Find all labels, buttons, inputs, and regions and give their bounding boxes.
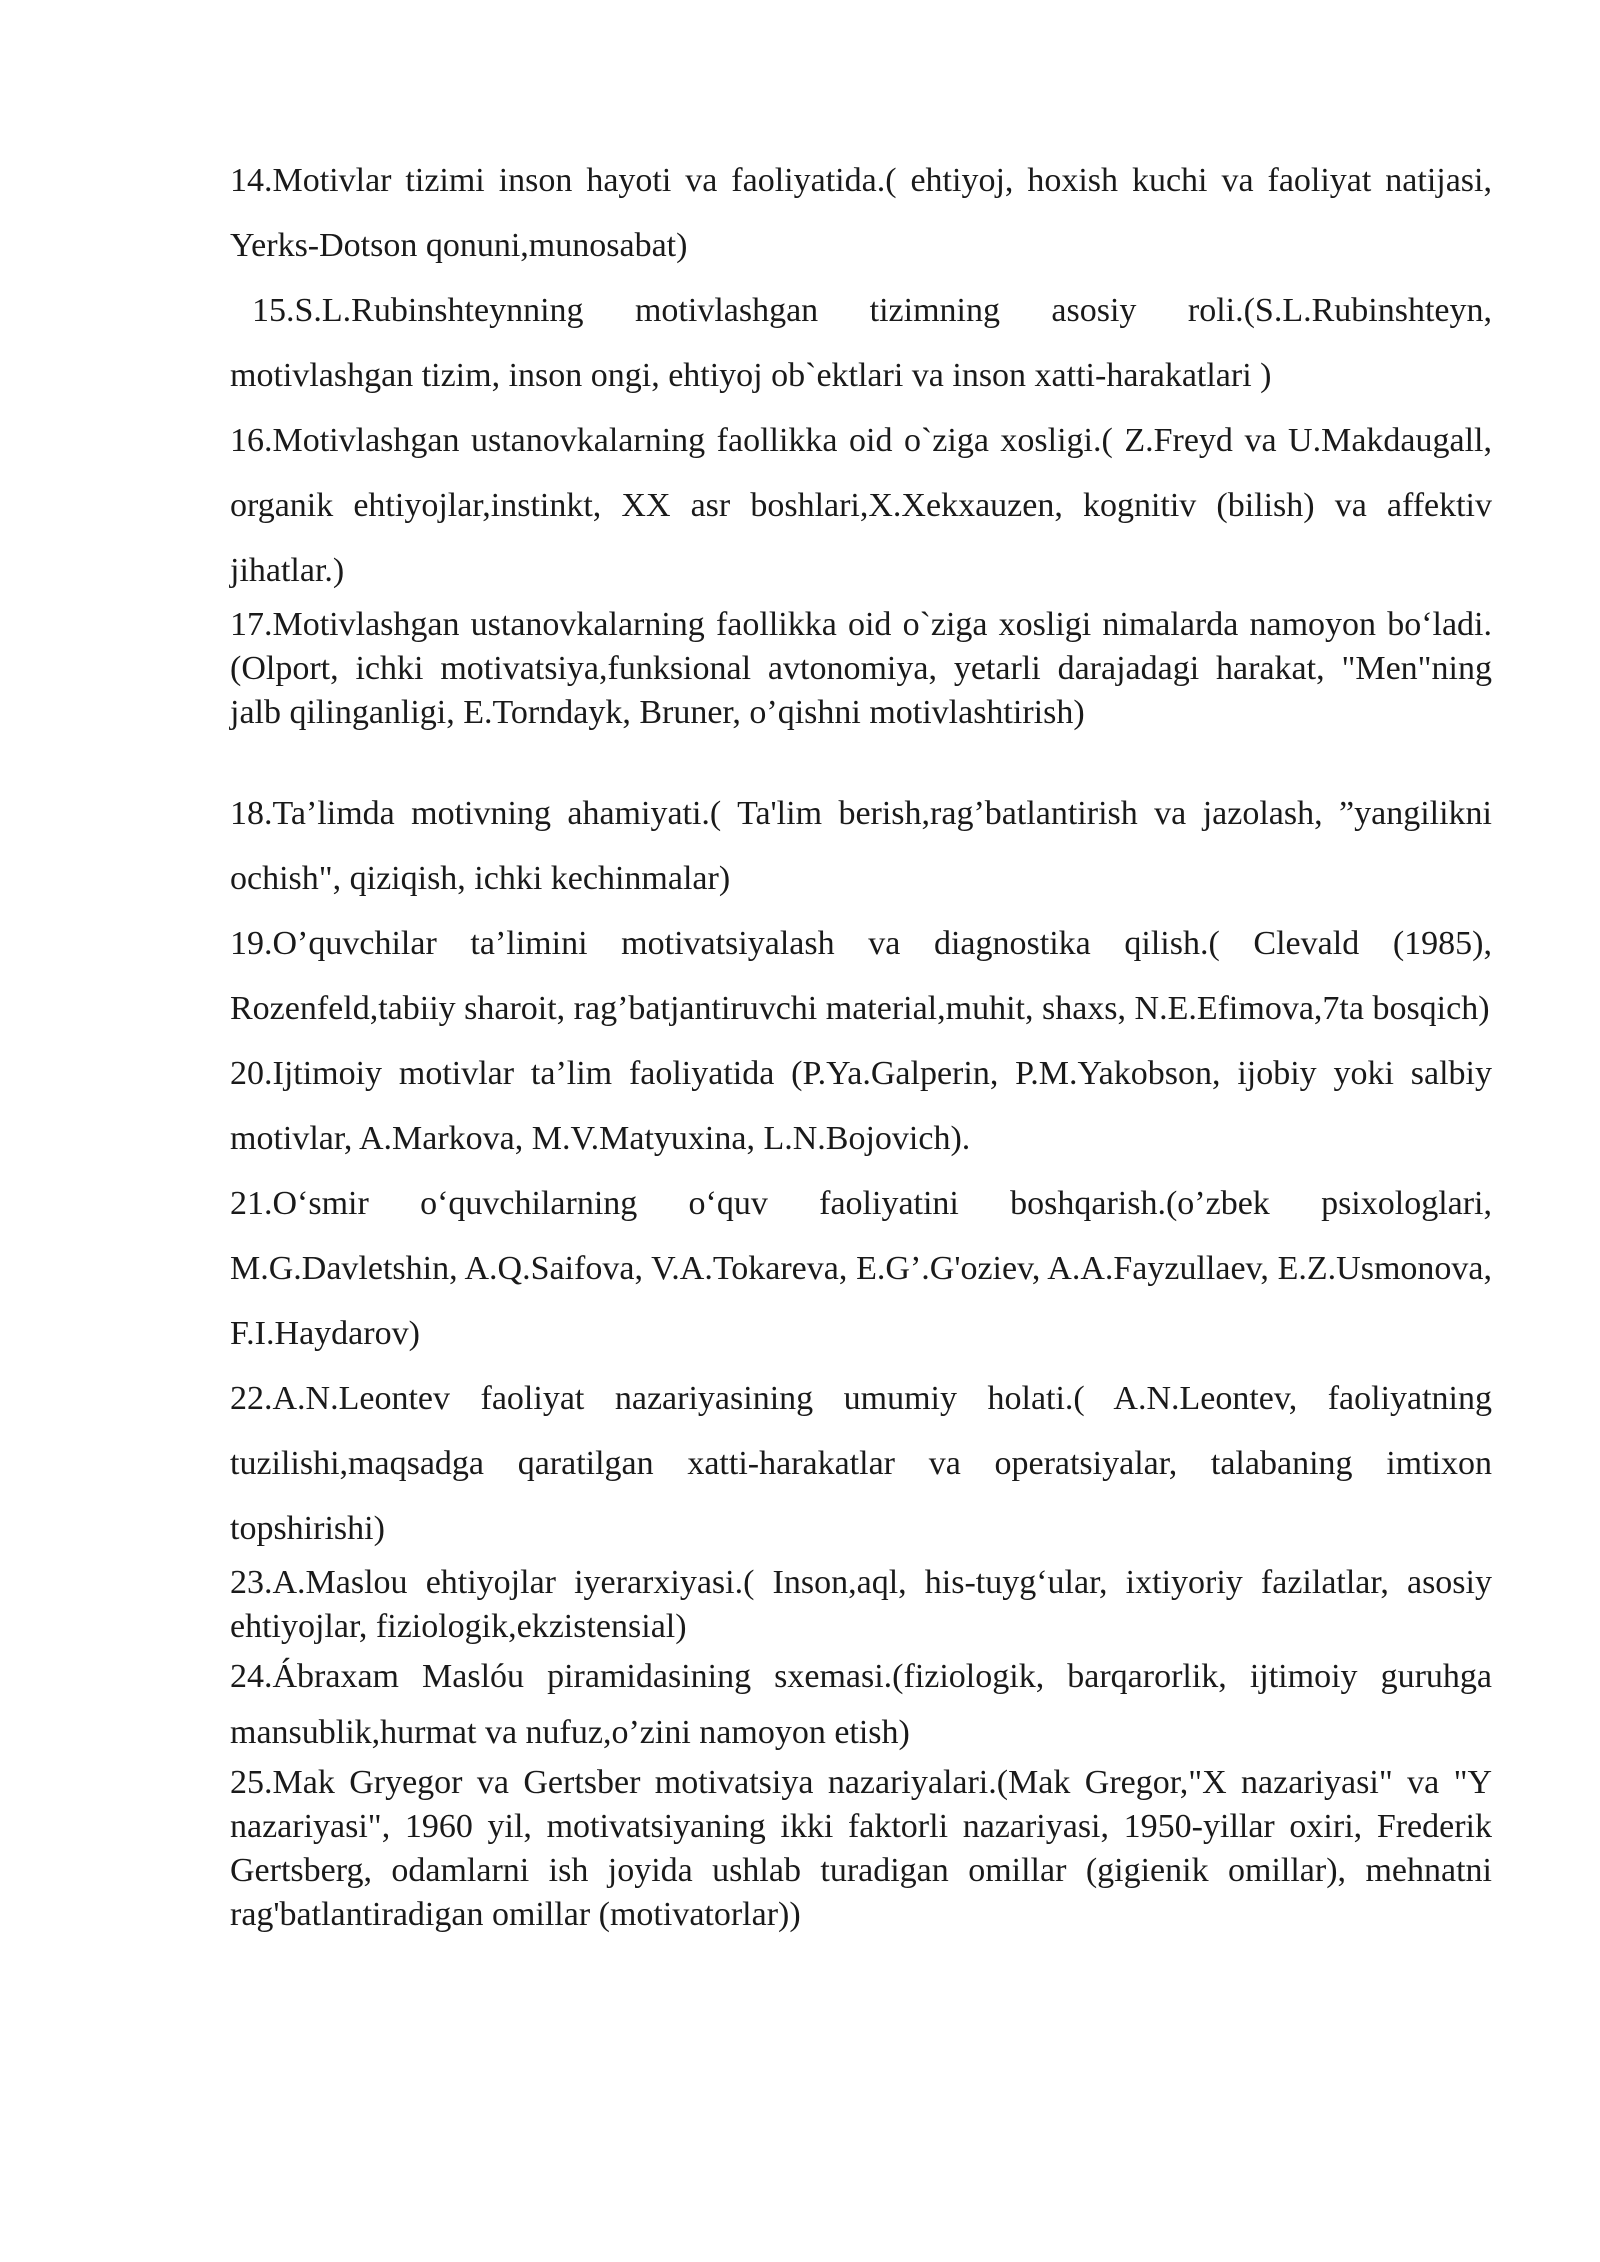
list-item-15: 15.S.L.Rubinshteynning motivlashgan tizimning asosiy roli.(S.L.Rubinshteyn, motivlashgan tizim, inson ongi, ehtiyoj ob`ektlari va inson xatti-harakatlari ) [230, 292, 1492, 394]
list-item-16: 16.Motivlashgan ustanovkalarning faollikka oid o`ziga xosligi.( Z.Freyd va U.Makdaugall, organik ehtiyojlar,instinkt, XX asr boshlari,X.Xekxauzen, kognitiv (bilish) va affektiv jihatlar.) [230, 422, 1492, 589]
list-item-23: 23.A.Maslou ehtiyojlar iyerarxiyasi.( Inson,aql, his-tuyg‘ular, ixtiyoriy fazilatlar, asosiy ehtiyojlar, fiziologik,ekzistensial) [230, 1564, 1492, 1645]
list-item-18: 18.Ta’limda motivning ahamiyati.( Ta'lim berish,rag’batlantirish va jazolash, ”yangilikni ochish", qiziqish, ichki kechinmalar) [230, 795, 1492, 897]
list-item-14: 14.Motivlar tizimi inson hayoti va faoliyatida.( ehtiyoj, hoxish kuchi va faoliyat natijasi, Yerks-Dotson qonuni,munosabat) [230, 162, 1492, 264]
list-item-20: 20.Ijtimoiy motivlar ta’lim faoliyatida (P.Ya.Galperin, P.M.Yakobson, ijobiy yoki salbiy motivlar, A.Markova, M.V.Matyuxina, L.N.Bojovich). [230, 1055, 1492, 1157]
document-page [230, 148, 1492, 1937]
list-item-19: 19.O’quvchilar ta’limini motivatsiyalash va diagnostika qilish.( Clevald (1985), Rozenfeld,tabiiy sharoit, rag’batjantiruvchi material,muhit, shaxs, N.E.Efimova,7ta bosqich) [230, 925, 1492, 1027]
list-item-21: 21.O‘smir o‘quvchilarning o‘quv faoliyatini boshqarish.(o’zbek psixologlari, M.G.Davletshin, A.Q.Saifova, V.A.Tokareva, E.G’.G'oziev, A.A.Fayzullaev, E.Z.Usmonova, F.I.Haydarov) [230, 1185, 1492, 1352]
list-item-25: 25.Mak Gryegor va Gertsber motivatsiya nazariyalari.(Mak Gregor,"X nazariyasi" va "Y nazariyasi", 1960 yil, motivatsiyaning ikki faktorli nazariyasi, 1950-yillar oxiri, Frederik Gertsberg, odamlarni ish joyida ushlab turadigan omillar (gigienik omillar), mehnatni rag'batlantiradigan omillar (motivatorlar)) [230, 1764, 1492, 1933]
list-item-22: 22.A.N.Leontev faoliyat nazariyasining umumiy holati.( A.N.Leontev, faoliyatning tuzilishi,maqsadga qaratilgan xatti-harakatlar va operatsiyalar, talabaning imtixon topshirishi) [230, 1380, 1492, 1547]
list-item-17: 17.Motivlashgan ustanovkalarning faollikka oid o`ziga xosligi nimalarda namoyon bo‘ladi.(Olport, ichki motivatsiya,funksional avtonomiya, yetarli darajadagi harakat, "Men"ning jalb qilinganligi, E.Torndayk, Bruner, o’qishni motivlashtirish) [230, 606, 1492, 731]
list-item-24: 24.Ábraxam Maslóu piramidasining sxemasi.(fiziologik, barqarorlik, ijtimoiy guruhga mansublik,hurmat va nufuz,o’zini namoyon etish) [230, 1658, 1492, 1751]
